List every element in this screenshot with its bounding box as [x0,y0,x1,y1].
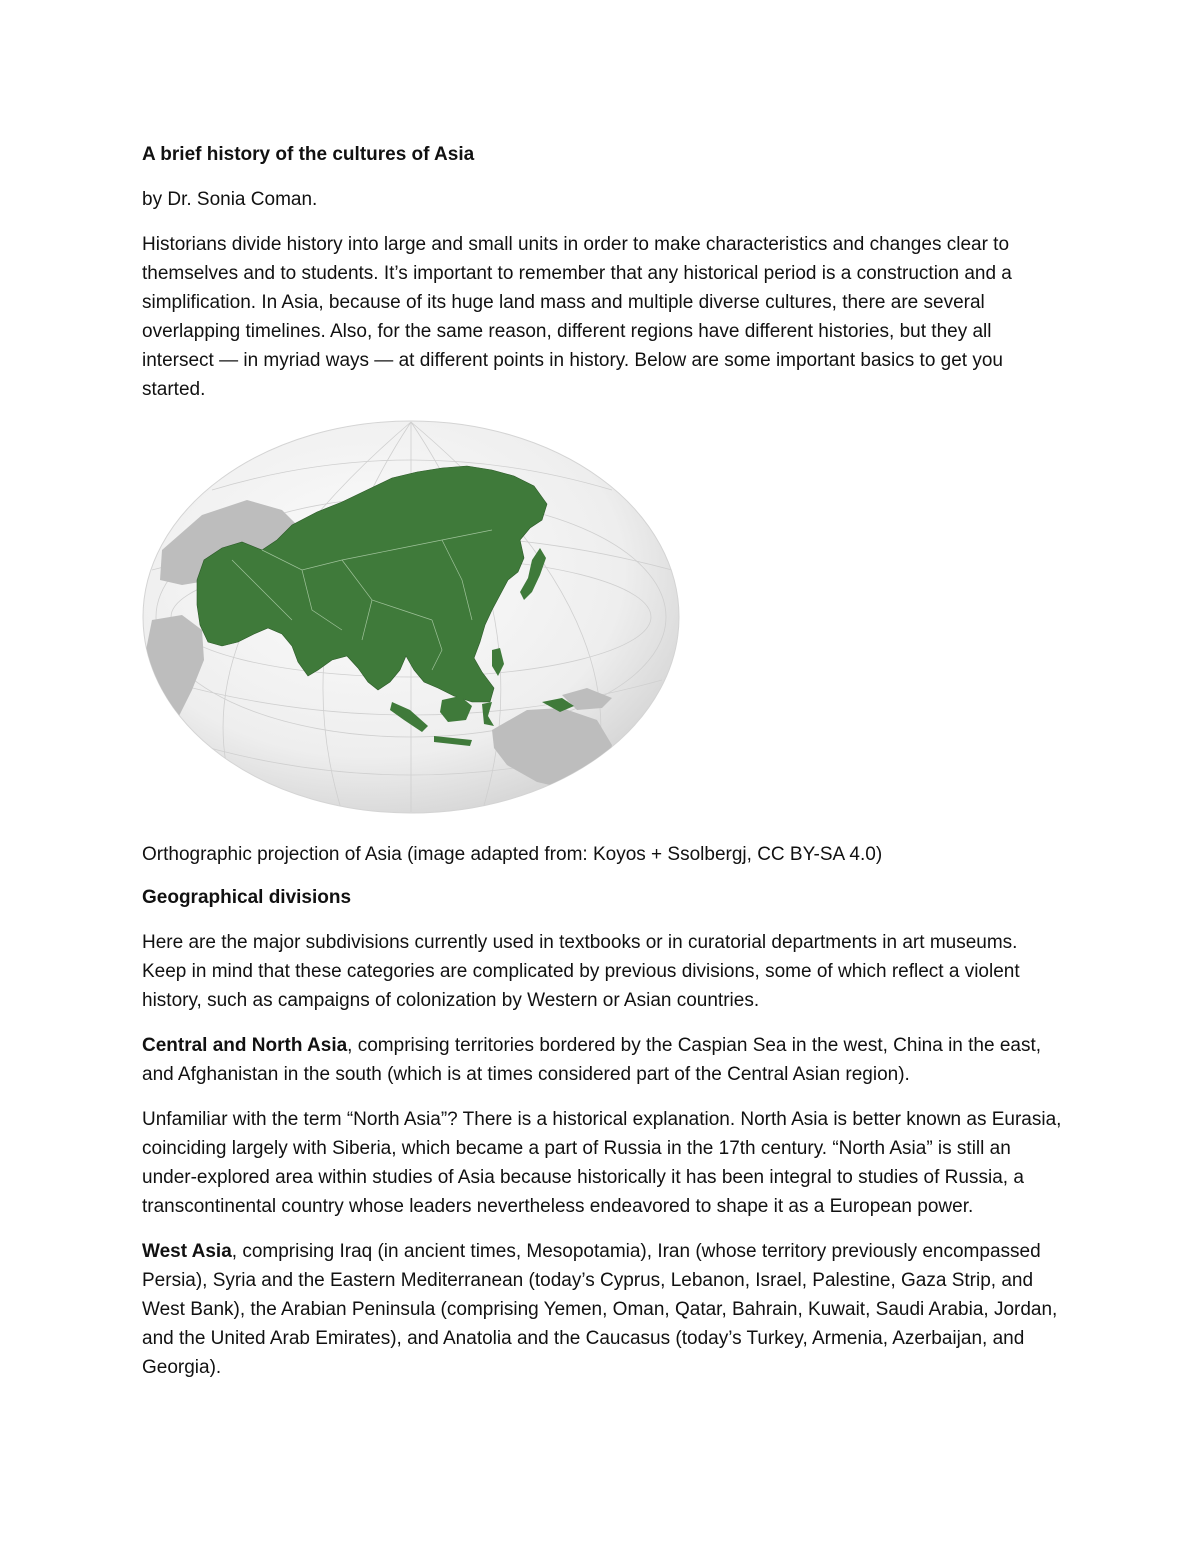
section-intro-paragraph: Here are the major subdivisions currently used in textbooks or in curatorial departments in art museums. Keep in mind that these categories are complicated by previous divisions, some of which reflect a violent history, such as campaigns of colonization by Western or Asian countries. [142,932,1020,1011]
figure-caption: Orthographic projection of Asia (image adapted from: Koyos + Ssolbergj, CC BY-SA 4.0) [142,844,883,865]
intro-paragraph: Historians divide history into large and small units in order to make characteristics and changes clear to themselves and to students. It’s important to remember that any historical period is a construction and a simplification. In Asia, because of its huge land mass and multiple diverse cultures, there are several overlapping timelines. Also, for the same reason, different regions have different histories, but they all intersect — in myriad ways — at different points in history. Below are some important basics to get you started. [142,234,1012,400]
north-asia-note-paragraph: Unfamiliar with the term “North Asia”? There is a historical explanation. North Asia is better known as Eurasia, coinciding largely with Siberia, which became a part of Russia in the 17th century. “North Asia” is still an under-explored area within studies of Asia because historically it has been integral to studies of Russia, a transcontinental country whose leaders nevertheless endeavored to shape it as a European power. [142,1109,1062,1217]
west-asia-term: West Asia [142,1241,232,1262]
document-body [142,140,1062,1398]
section-heading: Geographical divisions [142,887,352,908]
central-north-asia-term: Central and North Asia [142,1035,348,1056]
asia-globe-image [142,420,682,820]
document-title: A brief history of the cultures of Asia [142,144,475,165]
west-asia-paragraph [142,1237,1062,1382]
central-north-asia-text: , comprising territories bordered by the Caspian Sea in the west, China in the east, and Afghanistan in the south (which is at times considered part of the Central Asian region). [142,1035,1042,1085]
author-byline: by Dr. Sonia Coman. [142,189,318,210]
asia-globe-figure [142,420,682,820]
central-north-asia-paragraph [142,1031,1062,1089]
west-asia-text: , comprising Iraq (in ancient times, Mesopotamia), Iran (whose territory previously encompassed Persia), Syria and the Eastern Mediterranean (today’s Cyprus, Lebanon, Israel, Palestine, Gaza Strip, and West Bank), the Arabian Peninsula (comprising Yemen, Oman, Qatar, Bahrain, Kuwait, Saudi Arabia, Jordan, and the United Arab Emirates), and Anatolia and the Caucasus (today’s Turkey, Armenia, Azerbaijan, and Georgia). [142,1241,1058,1378]
